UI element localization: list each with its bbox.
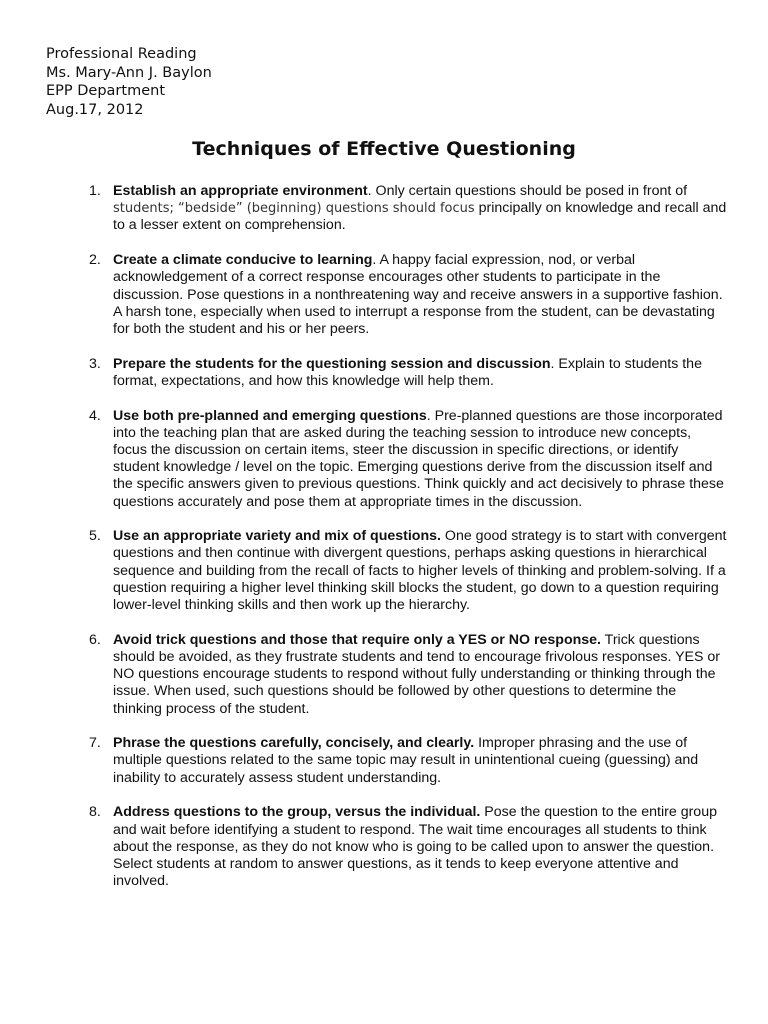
list-item-heading: Avoid trick questions and those that require only a YES or NO response.: [113, 631, 601, 648]
list-item-body: . Pre-planned questions are those incorporated into the teaching plan that are asked during the teaching session to introduce new concepts, focus the discussion on certain items, steer the discussion in specific directions, or identify student knowledge / level on the topic. Emerging questions derive from the discussion itself and the specific answers given to previous questions. Think quickly and act decisively to phrase these questions accurately and pose them at appropriate times in the discussion.: [113, 407, 724, 510]
list-item-body: Improper phrasing and the use of multiple questions related to the same topic may result in unintentional cueing (guessing) and inability to accurately assess student understanding.: [113, 735, 699, 786]
list-item-text: [113, 528, 728, 614]
list-item-number: 6.: [89, 631, 101, 648]
list-item-text: [113, 632, 728, 718]
technique-list: [0, 183, 768, 908]
list-item-number: 5.: [89, 528, 101, 545]
list-item-body: . Only certain questions should be posed in front of: [367, 183, 688, 199]
list-item: [0, 356, 768, 390]
list-item-text: [113, 804, 728, 890]
list-item: [0, 252, 768, 338]
list-item: [0, 408, 768, 511]
list-item-heading: Use an appropriate variety and mix of questions.: [113, 528, 441, 545]
list-item: [0, 804, 768, 890]
list-item: [0, 528, 768, 614]
list-item: [0, 183, 768, 235]
header-course: Professional Reading: [46, 46, 197, 62]
header-author: Ms. Mary-Ann J. Baylon: [46, 64, 212, 81]
list-item-body: Pose the question to the entire group and wait before identifying a student to respond. The wait time encourages all students to think about the response, as they do not know who is going to be called upon to answer the question. Select students at random to answer questions, as it tends to keep everyone attentive and involved.: [113, 804, 717, 890]
document-header: [46, 45, 212, 119]
list-item-number: 4.: [89, 407, 101, 424]
header-date: Aug.17, 2012: [46, 101, 144, 118]
list-item-heading: Use both pre-planned and emerging questions: [113, 407, 427, 424]
header-department: EPP Department: [46, 83, 166, 100]
list-item-heading: Establish an appropriate environment: [113, 183, 368, 199]
list-item-heading: Prepare the students for the questioning session and discussion: [113, 355, 551, 372]
list-item-number: 1.: [89, 183, 101, 199]
list-item-body: One good strategy is to start with convergent questions and then continue with divergent questions, perhaps asking questions in hierarchical sequence and building from the recall of facts to higher levels of thinking and problem-solving. If a question requiring a higher level thinking skill blocks the student, go down to a question requiring lower-level thinking skills and then work up the hierarchy.: [113, 528, 727, 614]
list-item-text: [113, 735, 728, 787]
list-item-body: . Explain to students the format, expectations, and how this knowledge will help them.: [113, 355, 702, 389]
list-item-heading: Address questions to the group, versus the individual.: [113, 804, 481, 821]
page-title: Techniques of Effective Questioning: [192, 138, 576, 160]
list-item-text: [113, 252, 728, 338]
list-item-text: [113, 183, 728, 235]
list-item-body: Trick questions should be avoided, as they frustrate students and tend to encourage frivolous responses. YES or NO questions encourage students to respond without fully understanding or thinking through the issue. When used, such questions should be followed by other questions to determine the thinking process of the student.: [113, 631, 721, 717]
list-item-number: 8.: [89, 804, 101, 821]
list-item-number: 7.: [89, 735, 101, 752]
list-item-number: 3.: [89, 355, 101, 372]
list-item-number: 2.: [89, 252, 101, 269]
list-item-body: . A happy facial expression, nod, or verbal acknowledgement of a correct response encourages other students to participate in the discussion. Pose questions in a nonthreatening way and receive answers in a supportive fashion. A harsh tone, especially when used to interrupt a response from the student, can be devastating for both the student and his or her peers.: [113, 252, 723, 337]
list-item-body: principally on knowledge and recall and to a lesser extent on comprehension.: [113, 200, 727, 234]
list-item-body: students; “bedside” (beginning) questions should focus: [113, 201, 475, 217]
list-item-text: [113, 408, 728, 511]
list-item: [0, 735, 768, 787]
list-item: [0, 632, 768, 718]
list-item-heading: Create a climate conducive to learning: [113, 252, 373, 269]
list-item-heading: Phrase the questions carefully, concisely, and clearly.: [113, 735, 475, 752]
list-item-text: [113, 356, 728, 390]
